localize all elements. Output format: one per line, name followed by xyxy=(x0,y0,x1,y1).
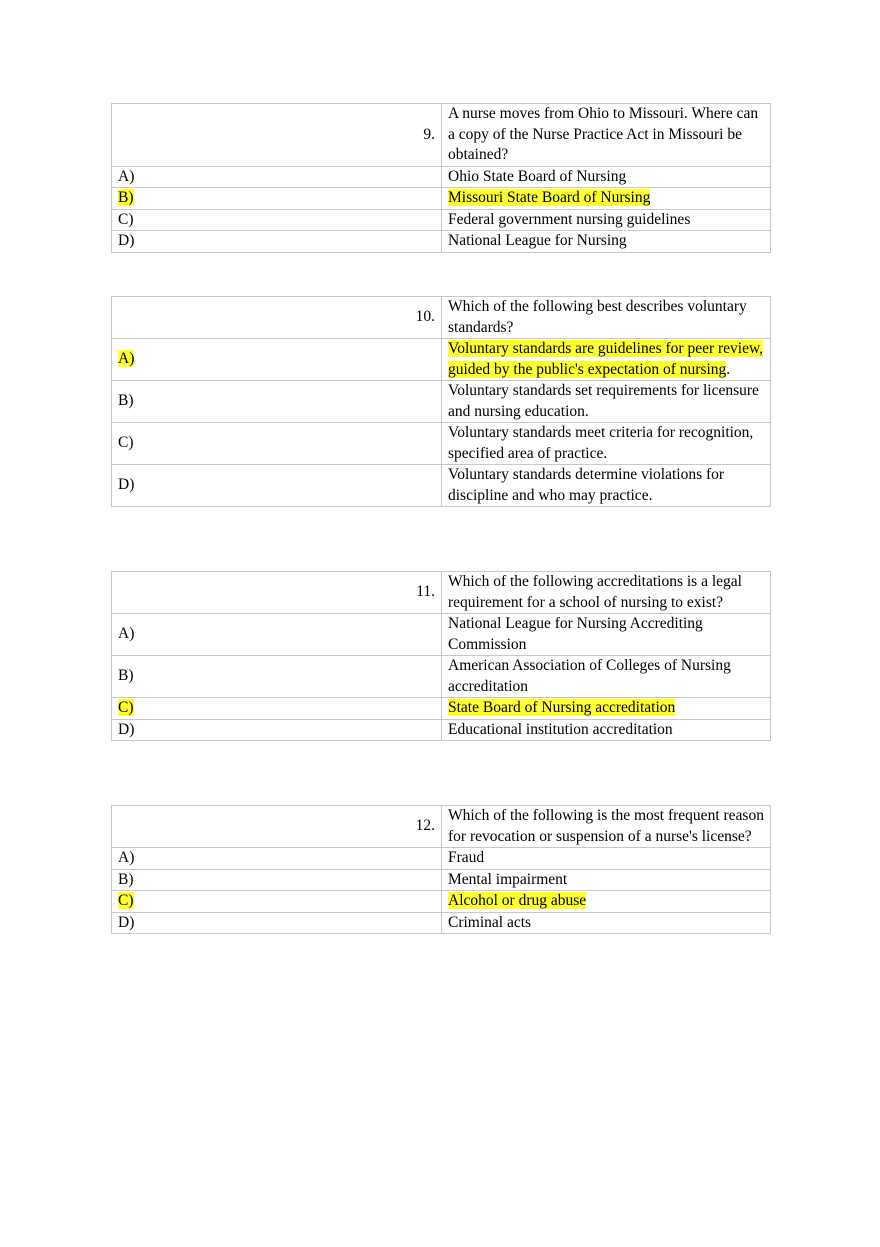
option-row xyxy=(112,848,771,870)
question-text: A nurse moves from Ohio to Missouri. Where can a copy of the Nurse Practice Act in Missouri be obtained? xyxy=(442,104,771,167)
question-row xyxy=(112,104,771,167)
option-text: National League for Nursing Accrediting Commission xyxy=(442,614,771,656)
option-letter: A) xyxy=(112,339,442,381)
option-text: Voluntary standards determine violations for discipline and who may practice. xyxy=(442,465,771,507)
option-letter: B) xyxy=(112,869,442,891)
question-row xyxy=(112,806,771,848)
option-text: Educational institution accreditation xyxy=(442,719,771,741)
option-letter: C) xyxy=(112,423,442,465)
option-row xyxy=(112,869,771,891)
option-letter: A) xyxy=(112,614,442,656)
option-letter: A) xyxy=(112,166,442,188)
question-9-table xyxy=(111,103,771,253)
option-row xyxy=(112,465,771,507)
option-text: Alcohol or drug abuse xyxy=(442,891,771,913)
option-row-correct xyxy=(112,698,771,720)
option-row xyxy=(112,912,771,934)
option-row-correct xyxy=(112,891,771,913)
question-11-table xyxy=(111,571,771,741)
option-letter: C) xyxy=(112,891,442,913)
option-letter: B) xyxy=(112,656,442,698)
option-text: State Board of Nursing accreditation xyxy=(442,698,771,720)
option-row xyxy=(112,614,771,656)
option-row xyxy=(112,166,771,188)
option-letter: C) xyxy=(112,698,442,720)
option-row-correct xyxy=(112,339,771,381)
question-12-table xyxy=(111,805,771,934)
question-number: 10. xyxy=(112,297,442,339)
option-letter: D) xyxy=(112,231,442,253)
option-row-correct xyxy=(112,188,771,210)
option-row xyxy=(112,231,771,253)
question-number: 11. xyxy=(112,572,442,614)
question-row xyxy=(112,572,771,614)
option-letter: A) xyxy=(112,848,442,870)
question-number: 9. xyxy=(112,104,442,167)
question-text: Which of the following accreditations is a legal requirement for a school of nursing to exist? xyxy=(442,572,771,614)
option-text: American Association of Colleges of Nursing accreditation xyxy=(442,656,771,698)
option-text: Voluntary standards meet criteria for recognition, specified area of practice. xyxy=(442,423,771,465)
option-row xyxy=(112,381,771,423)
question-text: Which of the following best describes voluntary standards? xyxy=(442,297,771,339)
option-text: Voluntary standards set requirements for licensure and nursing education. xyxy=(442,381,771,423)
option-row xyxy=(112,719,771,741)
option-text: Federal government nursing guidelines xyxy=(442,209,771,231)
option-text: Mental impairment xyxy=(442,869,771,891)
option-letter: D) xyxy=(112,465,442,507)
question-row xyxy=(112,297,771,339)
question-10-table xyxy=(111,296,771,507)
option-text: Ohio State Board of Nursing xyxy=(442,166,771,188)
question-number: 12. xyxy=(112,806,442,848)
option-letter: B) xyxy=(112,188,442,210)
option-letter: D) xyxy=(112,719,442,741)
option-row xyxy=(112,209,771,231)
option-text: Missouri State Board of Nursing xyxy=(442,188,771,210)
option-letter: D) xyxy=(112,912,442,934)
option-text: Criminal acts xyxy=(442,912,771,934)
question-text: Which of the following is the most frequent reason for revocation or suspension of a nurse's license? xyxy=(442,806,771,848)
option-letter: B) xyxy=(112,381,442,423)
option-text: Voluntary standards are guidelines for peer review, guided by the public's expectation of nursing. xyxy=(442,339,771,381)
option-row xyxy=(112,656,771,698)
option-row xyxy=(112,423,771,465)
option-text: National League for Nursing xyxy=(442,231,771,253)
option-letter: C) xyxy=(112,209,442,231)
option-text: Fraud xyxy=(442,848,771,870)
